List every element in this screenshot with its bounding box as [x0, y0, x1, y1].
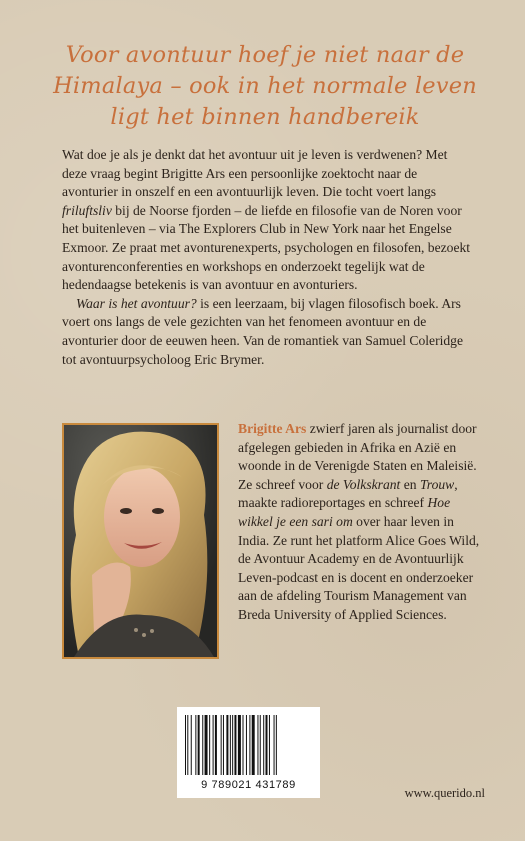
barcode-bar — [246, 715, 247, 775]
author-bio — [238, 420, 488, 625]
barcode-bar — [269, 715, 270, 775]
tagline-line-1: Voor avontuur hoef je niet naar de — [65, 42, 465, 68]
barcode-bar — [232, 715, 233, 775]
tagline-line-2: Himalaya – ook in het normale leven — [53, 73, 477, 99]
bio-text-1: zwierf jaren als journalist door afgelegen gebieden in Afrika en Azië en woonde in de Verenigde Staten en Maleisië. Ze schreef voor — [238, 421, 477, 492]
book-blurb — [62, 146, 472, 369]
barcode-bar — [221, 715, 222, 775]
bio-text-3: , maakte radioreportages en schreef — [238, 476, 458, 511]
author-name: Brigitte Ars — [238, 421, 307, 436]
publisher-website: www.querido.nl — [404, 786, 485, 800]
barcode-bar — [202, 715, 203, 775]
barcode-bar — [249, 715, 250, 775]
barcode-bars — [185, 715, 312, 775]
barcode-bar — [209, 715, 210, 775]
barcode-bar — [198, 715, 200, 775]
author-photo — [62, 423, 219, 659]
barcode-bar — [276, 715, 277, 775]
barcode-bar — [205, 715, 208, 775]
author-portrait-illustration — [64, 425, 217, 657]
blurb-paragraph-1 — [62, 146, 472, 295]
blurb-p1-italic-friluftsliv: friluftsliv — [62, 202, 112, 218]
bio-italic-volkskrant: de Volkskrant — [326, 476, 401, 492]
barcode-bar — [263, 715, 264, 775]
barcode-bar — [185, 715, 186, 775]
barcode-bar — [191, 715, 192, 775]
barcode-bar — [252, 715, 255, 775]
blurb-p2-italic-title: Waar is het avontuur? — [76, 295, 197, 311]
barcode-bar — [238, 715, 241, 775]
barcode-bar — [260, 715, 261, 775]
barcode-bar — [243, 715, 244, 775]
blurb-p2-text-1: is een leerzaam, bij vlagen filosofisch boek. Ars voert ons langs de vele gezichten van het fenomeen avontuur en de avonturier door de eeuwen heen. Van de romantiek van Samuel Coleridge tot avontuurpsycholoog Eric Brymer. — [62, 295, 464, 367]
barcode-bar — [195, 715, 196, 775]
bio-italic-trouw: Trouw — [419, 476, 455, 492]
author-portrait-image — [64, 425, 217, 657]
barcode-bar — [226, 715, 228, 775]
barcode-bar — [213, 715, 214, 775]
barcode-bar — [257, 715, 258, 775]
barcode-bar — [215, 715, 217, 775]
bio-text-4: over haar leven in India. Ze runt het platform Alice Goes Wild, de Avontuur Academy en de Avontuurlijk Leven-podcast en is docent en onderzoeker aan de afdeling Tourism Management van Breda University of Applied Sciences. — [238, 513, 480, 622]
blurb-p1-text-2: bij de Noorse fjorden – de liefde en filosofie van de Noren voor het buitenleven – via The Explorers Club in New York naar het Engelse Exmoor. Ze praat met avonturenexperts, psychologen en filosofen, bezoekt avonturenconferenties en workshops en onderzoekt tegelijk wat de hedendaagse betekenis is van avontuur en avonturiers. — [62, 202, 471, 293]
author-bio-paragraph — [238, 420, 488, 625]
cover-tagline — [40, 40, 490, 133]
tagline-line-3: ligt het binnen handbereik — [110, 104, 420, 130]
bio-italic-book-title: Hoe wikkel je een sari om — [238, 495, 451, 529]
barcode-bar — [187, 715, 188, 775]
blurb-paragraph-2 — [62, 295, 472, 369]
barcode-bar — [274, 715, 275, 775]
barcode-bar — [230, 715, 231, 775]
isbn-barcode — [177, 707, 320, 798]
blurb-p1-text-1: Wat doe je als je denkt dat het avontuur uit je leven is verdwenen? Met deze vraag begint Brigitte Ars een persoonlijke zoektocht naar de avonturier in onszelf en een avontuurlijk leven. Die tocht voert langs — [62, 147, 448, 200]
isbn-digits: 9 789021 431789 — [201, 779, 296, 791]
bio-text-2: en — [400, 476, 420, 492]
barcode-bar — [223, 715, 224, 775]
barcode-bar — [234, 715, 236, 775]
barcode-bar — [266, 715, 268, 775]
